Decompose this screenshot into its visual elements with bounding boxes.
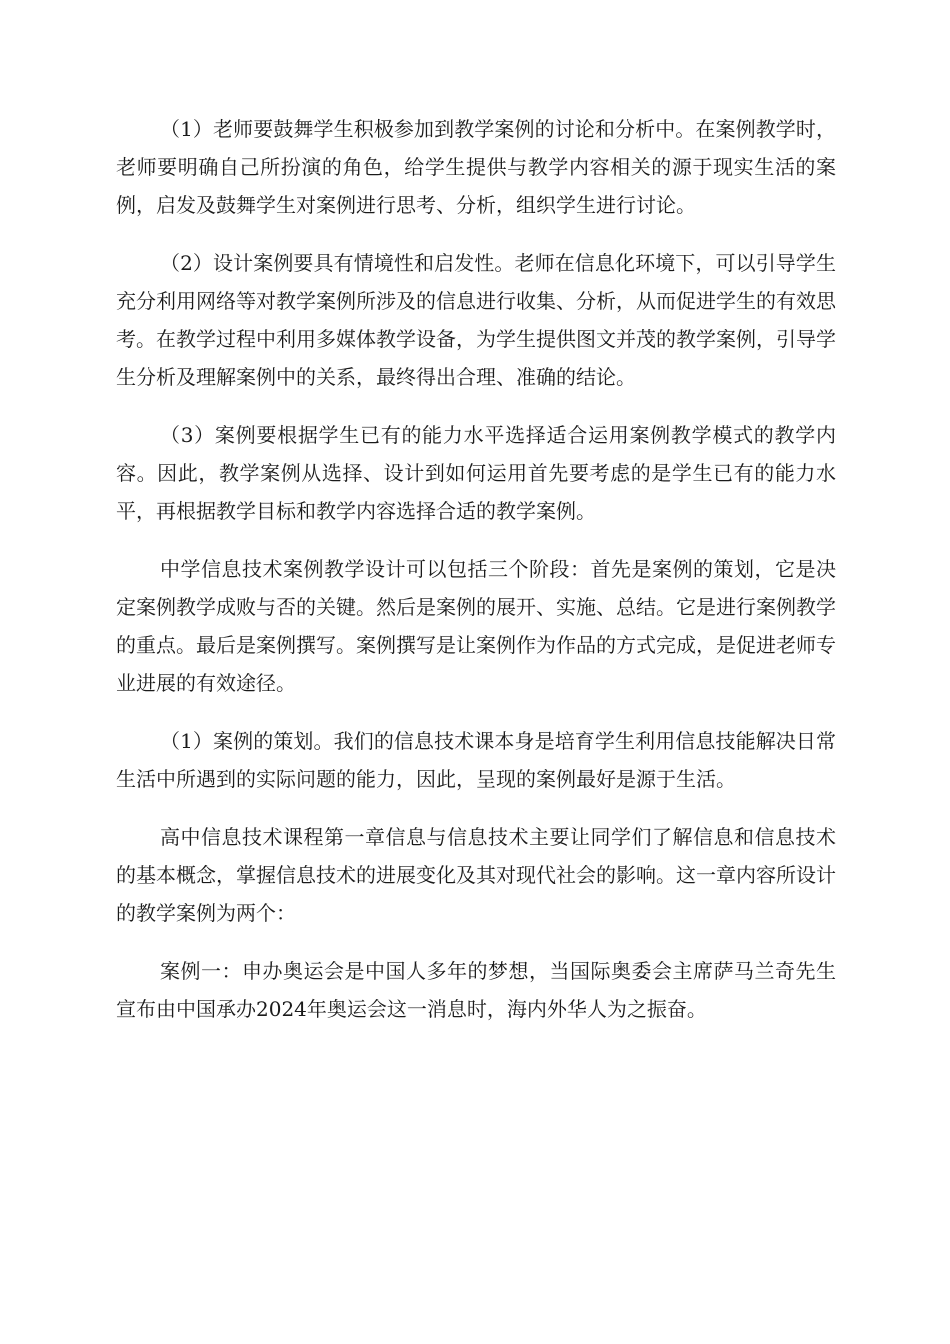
paragraph-case-design: （2）设计案例要具有情境性和启发性。老师在信息化环境下，可以引导学生充分利用网络等对教学案例所涉及的信息进行收集、分析，从而促进学生的有效思考。在教学过程中利用多媒体教学设备，为学生提供图文并茂的教学案例，引导学生分析及理解案例中的关系，最终得出合理、准确的结论。 <box>116 251 836 389</box>
document-page <box>116 110 836 1048</box>
paragraph-three-stages: 中学信息技术案例教学设计可以包括三个阶段：首先是案例的策划，它是决定案例教学成败与否的关键。然后是案例的展开、实施、总结。它是进行案例教学的重点。最后是案例撰写。案例撰写是让案例作为作品的方式完成，是促进老师专业进展的有效途径。 <box>116 557 836 695</box>
paragraph-chapter-one: 高中信息技术课程第一章信息与信息技术主要让同学们了解信息和信息技术的基本概念，掌握信息技术的进展变化及其对现代社会的影响。这一章内容所设计的教学案例为两个： <box>116 825 836 925</box>
paragraph-case-one: 案例一：申办奥运会是中国人多年的梦想，当国际奥委会主席萨马兰奇先生宣布由中国承办2024年奥运会这一消息时，海内外华人为之振奋。 <box>116 959 836 1021</box>
paragraph-case-planning: （1）案例的策划。我们的信息技术课本身是培育学生利用信息技能解决日常生活中所遇到的实际问题的能力，因此，呈现的案例最好是源于生活。 <box>116 729 836 791</box>
paragraph-ability-level: （3）案例要根据学生已有的能力水平选择适合运用案例教学模式的教学内容。因此，教学案例从选择、设计到如何运用首先要考虑的是学生已有的能力水平，再根据教学目标和教学内容选择合适的教学案例。 <box>116 423 836 523</box>
paragraph-teacher-encourage: （1）老师要鼓舞学生积极参加到教学案例的讨论和分析中。在案例教学时，老师要明确自己所扮演的角色，给学生提供与教学内容相关的源于现实生活的案例，启发及鼓舞学生对案例进行思考、分析，组织学生进行讨论。 <box>116 117 836 217</box>
